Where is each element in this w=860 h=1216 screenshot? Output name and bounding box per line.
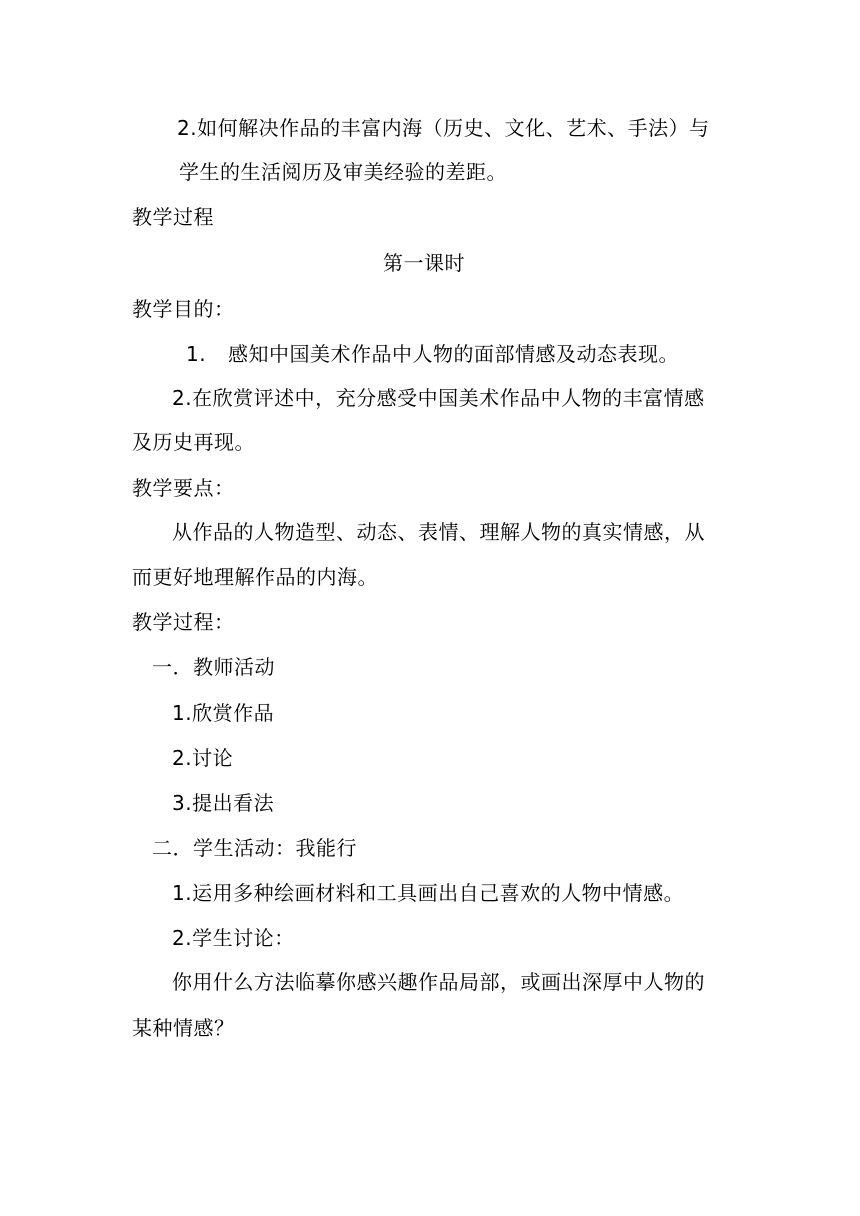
teacher-step-1: 1.欣赏作品 [172, 701, 275, 725]
key-points-line-2: 而更好地理解作品的内海。 [132, 565, 378, 589]
objective-1 [186, 340, 679, 368]
question-line-2: 某种情感？ [132, 1016, 235, 1040]
process-heading: 教学过程 [132, 205, 214, 229]
teacher-step-3: 3.提出看法 [172, 791, 275, 815]
objectives-heading: 教学目的： [132, 297, 235, 321]
teacher-activity-heading: 一．教师活动 [152, 655, 275, 679]
objective-2-line-2: 及历史再现。 [132, 430, 255, 454]
lesson-title: 第一课时 [383, 251, 465, 275]
objective-2-line-1: 2.在欣赏评述中，充分感受中国美术作品中人物的丰富情感 [172, 386, 705, 410]
difficulty-2-line-2: 学生的生活阅历及审美经验的差距。 [179, 160, 507, 184]
student-step-1: 1.运用多种绘画材料和工具画出自己喜欢的人物中情感。 [172, 881, 685, 905]
key-points-heading: 教学要点： [132, 476, 235, 500]
student-activity-heading: 二．学生活动：我能行 [152, 836, 357, 860]
question-line-1: 你用什么方法临摹你感兴趣作品局部，或画出深厚中人物的 [172, 970, 705, 994]
objective-1-number: 1. [186, 342, 207, 366]
student-step-2: 2.学生讨论： [172, 926, 295, 950]
objective-1-text: 感知中国美术作品中人物的面部情感及动态表现。 [228, 342, 679, 366]
process-heading-2: 教学过程： [132, 610, 235, 634]
difficulty-2-line-1: 2.如何解决作品的丰富内海（历史、文化、艺术、手法）与 [177, 116, 710, 140]
key-points-line-1: 从作品的人物造型、动态、表情、理解人物的真实情感，从 [172, 520, 705, 544]
teacher-step-2: 2.讨论 [172, 746, 234, 770]
